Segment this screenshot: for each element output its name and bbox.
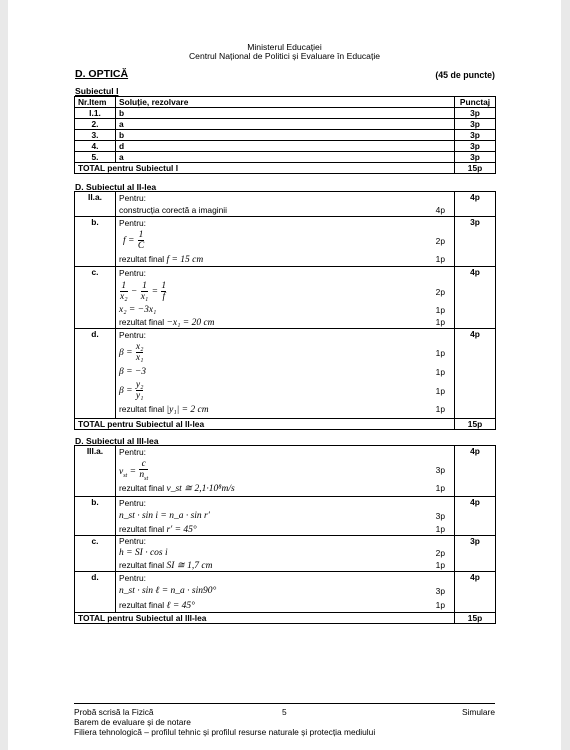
table-row: 5. a 3p: [75, 152, 496, 163]
footer-page-number: 5: [282, 707, 287, 717]
total-row: TOTAL pentru Subiectul al II-lea 15p: [75, 419, 496, 430]
subject-3-title: D. Subiectul al III-lea: [75, 436, 159, 446]
col-header-item: Nr.Item: [75, 97, 116, 108]
footer-barem: Barem de evaluare și de notare: [74, 717, 191, 727]
col-header-solution: Soluție, rezolvare: [116, 97, 455, 108]
section-points: (45 de puncte): [435, 70, 495, 80]
subject-2-title: D. Subiectul al II-lea: [75, 182, 157, 192]
table-row: 3. b 3p: [75, 130, 496, 141]
table-row: 4. d 3p: [75, 141, 496, 152]
item-3b: b. Pentru: n_st · sin i = n_a · sin r′ 3p rezultat final r′ = 45° 1p 4p: [75, 497, 496, 536]
total-row: TOTAL pentru Subiectul I 15p: [75, 163, 496, 174]
item-3c: c. Pentru: h = SI · cos i 2p rezultat final SI ≅ 1,7 cm 1p 3p: [75, 536, 496, 572]
item-2a: II.a. Pentru: construcția corectă a imaginii 4p 4p: [75, 192, 496, 217]
subject-1-table: [74, 96, 496, 174]
col-header-points: Punctaj: [455, 97, 496, 108]
header-ministry: Ministerul Educației: [247, 42, 322, 52]
footer-divider: [74, 703, 495, 704]
subject-2-table: [74, 191, 496, 430]
section-title: D. OPTICĂ: [75, 68, 129, 80]
footer-exam: Probă scrisă la Fizică: [74, 707, 154, 717]
item-3d: d. Pentru: n_st · sin ℓ = n_a · sin90° 3p rezultat final ℓ = 45° 1p 4p: [75, 572, 496, 613]
document-page: [8, 0, 561, 750]
subject-1-title: Subiectul I: [75, 86, 119, 96]
header-center: Centrul Național de Politici și Evaluare în Educație: [188, 51, 381, 61]
item-2b: b. Pentru: f = $\frac{1}{C}$ 2p rezultat final f = 15 cm 1p 3p: [75, 217, 496, 267]
footer-simulation: Simulare: [461, 707, 495, 717]
item-3a: III.a. Pentru: $v_{st}$ = $\frac{c}{n_{st}}$ 3p rezultat final v_st ≅ 2,1·10⁸m/s 1p 4p: [75, 446, 496, 497]
item-2d: d. Pentru: β = $\frac{\text{x₂}}{\text{x₁}}$ 1p β = −3 1p β = $\frac{\text{y₂}}{\text{y₁}}$ 1p rezultat final |y₁| = 2 cm 1p 4p: [75, 329, 496, 419]
footer-filiera: Filiera tehnologică – profilul tehnic și profilul resurse naturale și protecția mediului: [74, 727, 376, 737]
fraction-1-over-C: $\frac{1}{C}$: [137, 230, 145, 252]
table-row: 2. a 3p: [75, 119, 496, 130]
item-2c: c. Pentru: $\frac{1}{\text{x₂}}$ − $\frac{1}{\text{x₁}}$ = $\frac{1}{f}$ 2p x₂ = −3x₁ 1p rezultat final −x₁ = 20 cm 1p 4p: [75, 267, 496, 329]
table-row: I.1. b 3p: [75, 108, 496, 119]
subject-3-table: [74, 445, 496, 624]
total-row: TOTAL pentru Subiectul al III-lea 15p: [75, 613, 496, 624]
